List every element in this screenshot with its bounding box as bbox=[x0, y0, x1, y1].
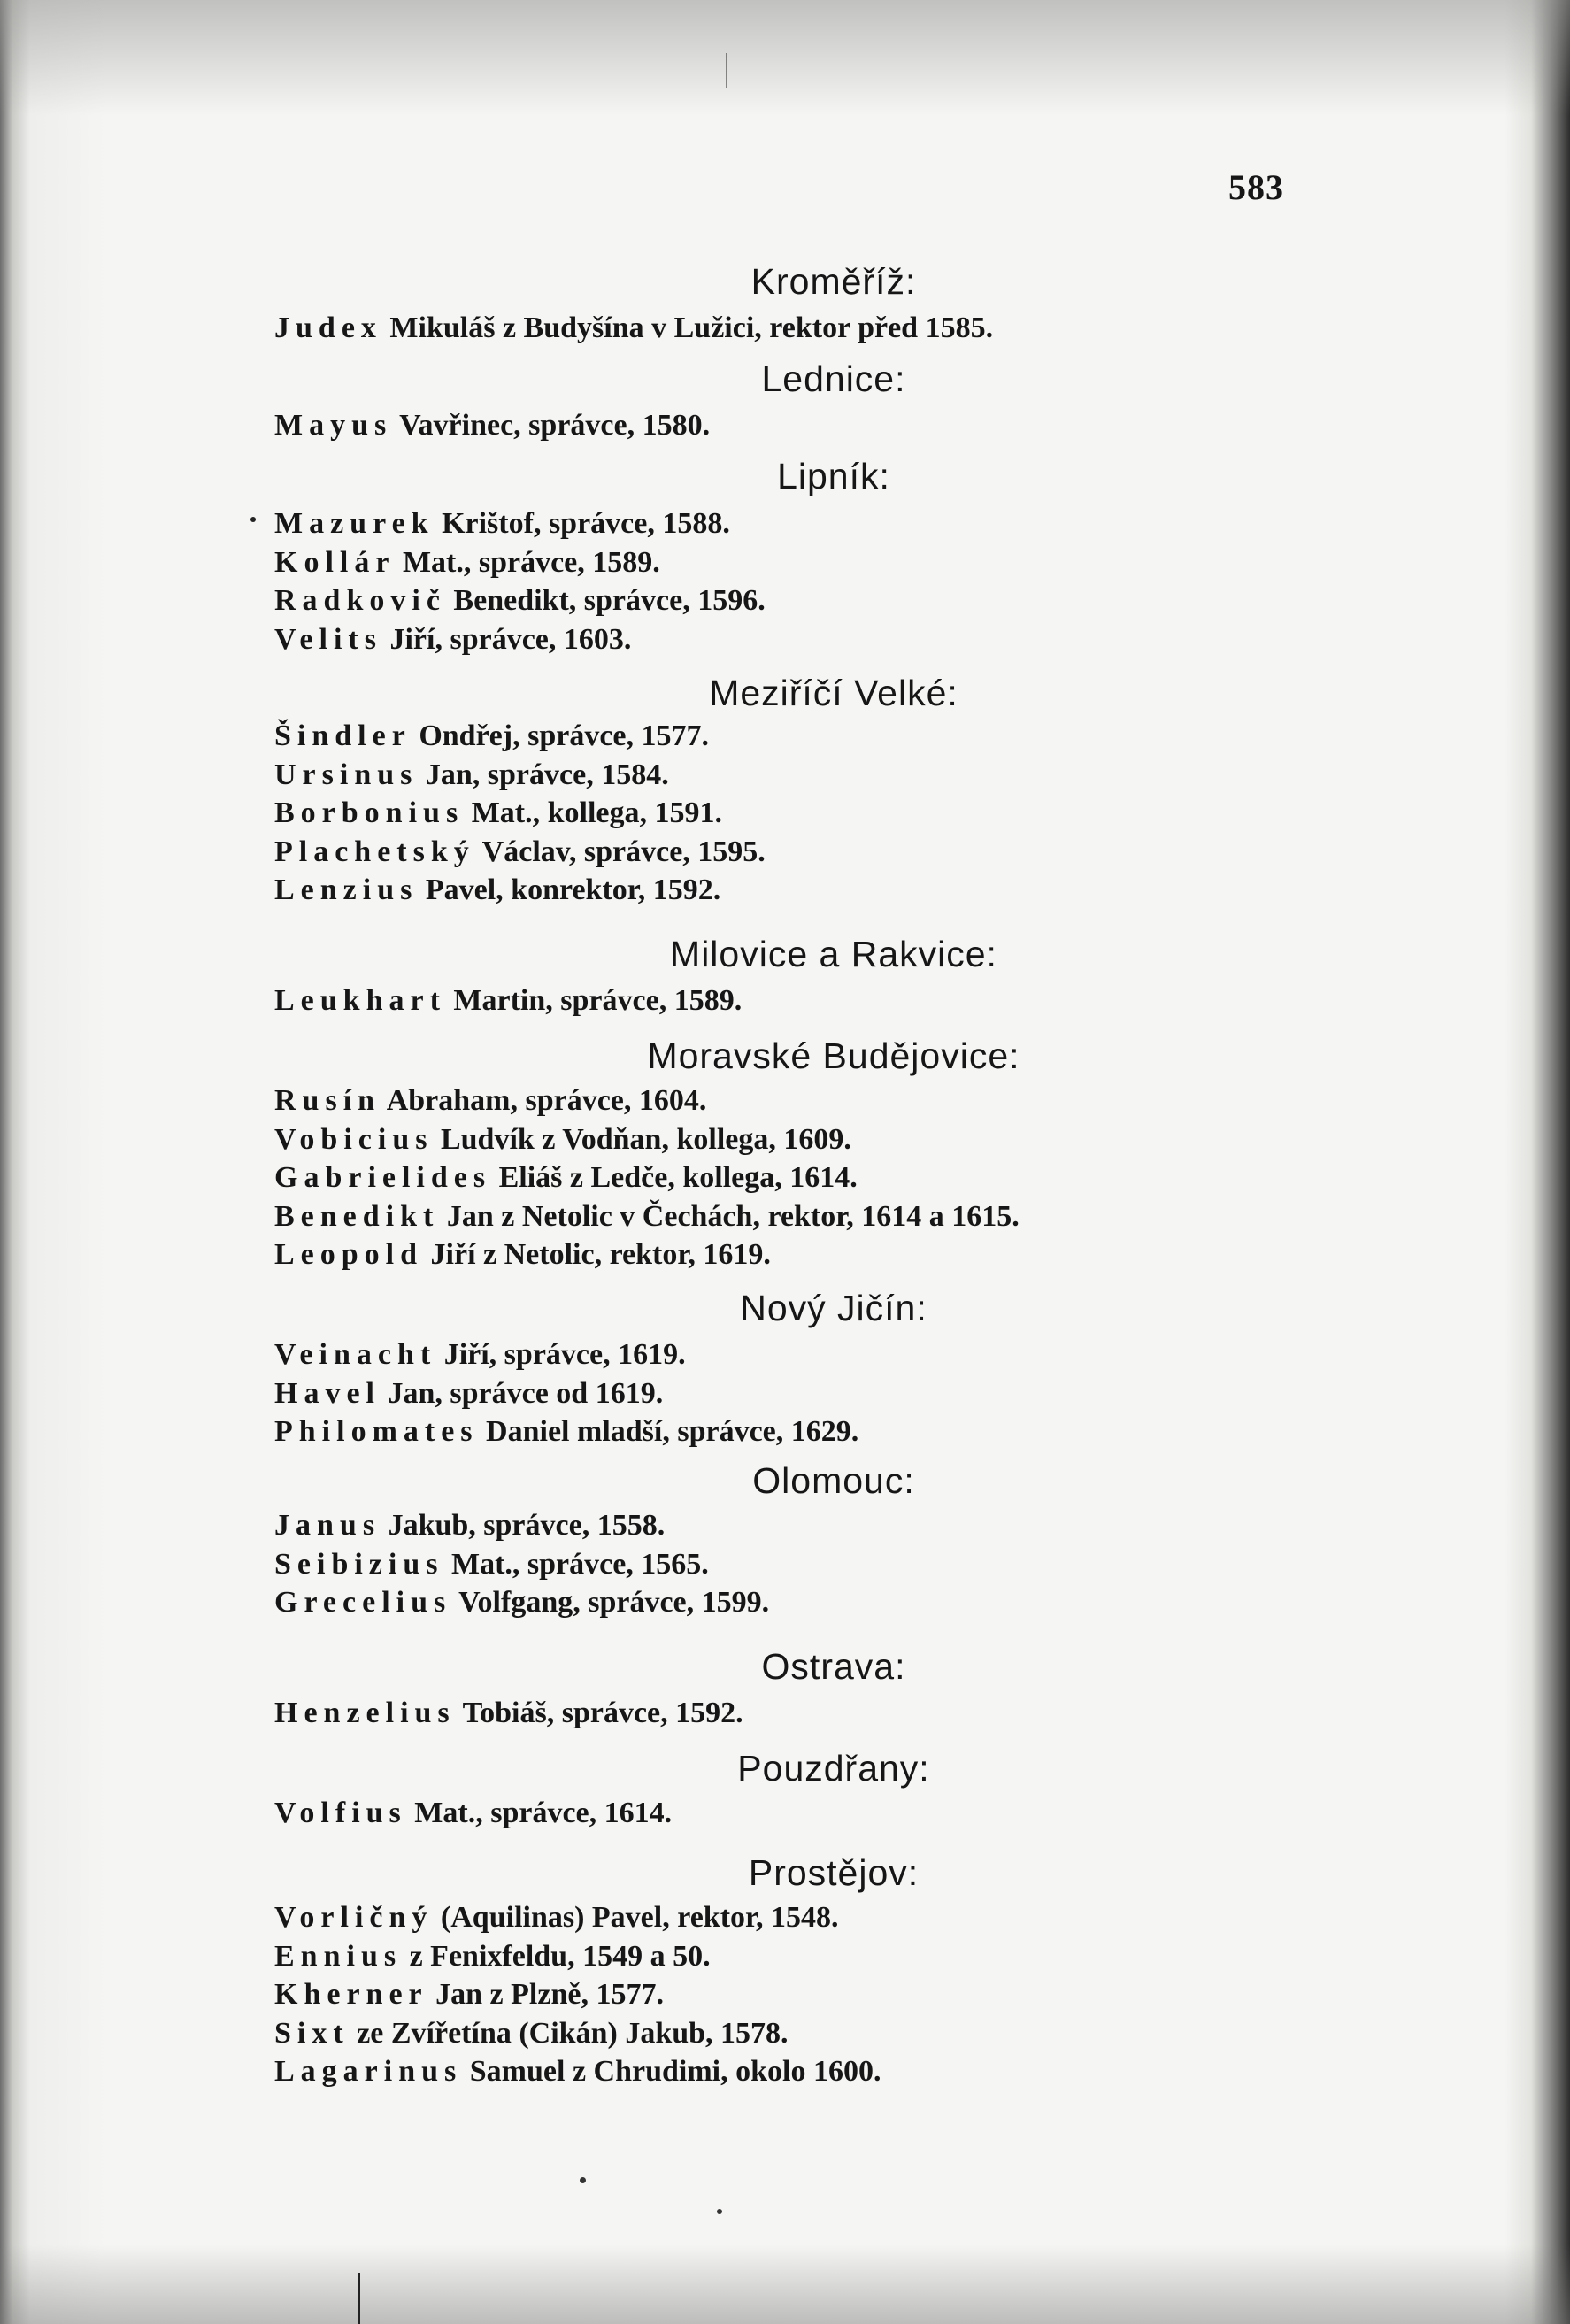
entry-details: Volfgang, správce, 1599. bbox=[458, 1586, 770, 1619]
section-heading: Milovice a Rakvice: bbox=[670, 934, 997, 974]
entry-surname: Borbonius bbox=[274, 796, 465, 829]
entry-line bbox=[274, 1377, 663, 1411]
entry-details: Jan, správce od 1619. bbox=[388, 1376, 664, 1410]
entry-details: Mat., správce, 1589. bbox=[402, 545, 660, 579]
entry-line bbox=[274, 1238, 771, 1272]
entry-surname: Volfius bbox=[274, 1797, 407, 1829]
entry-surname: Ursinus bbox=[274, 758, 419, 791]
entry-details: Mat., správce, 1614. bbox=[414, 1797, 673, 1829]
entry-details: Benedikt, správce, 1596. bbox=[453, 584, 766, 617]
entry-surname: Gabrielides bbox=[274, 1161, 492, 1194]
entry-details: Ondřej, správce, 1577. bbox=[419, 720, 709, 752]
entry-line bbox=[274, 584, 766, 618]
entry-details: Jan z Plzně, 1577. bbox=[435, 1978, 664, 2011]
entry-surname: Velits bbox=[274, 622, 382, 656]
entry-line bbox=[274, 1509, 665, 1543]
entry-details: (Aquilinas) Pavel, rektor, 1548. bbox=[440, 1901, 839, 1934]
entry-details: Jan, správce, 1584. bbox=[425, 758, 669, 791]
entry-surname: Mayus bbox=[274, 409, 393, 442]
entry-details: Ludvík z Vodňan, kollega, 1609. bbox=[440, 1122, 851, 1156]
entry-details: Václav, správce, 1595. bbox=[481, 835, 766, 868]
entry-details: Eliáš z Ledče, kollega, 1614. bbox=[498, 1161, 858, 1194]
entry-surname: Leukhart bbox=[274, 984, 446, 1017]
entry-details: ze Zvířetína (Cikán) Jakub, 1578. bbox=[357, 2016, 789, 2050]
entry-surname: Sixt bbox=[274, 2016, 350, 2050]
entry-details: Vavřinec, správce, 1580. bbox=[399, 409, 711, 442]
entry-line bbox=[274, 623, 631, 657]
margin-dot bbox=[250, 517, 256, 522]
page-number: 583 bbox=[1228, 167, 1284, 207]
entry-details: Martin, správce, 1589. bbox=[453, 984, 743, 1017]
entry-surname: Judex bbox=[274, 312, 382, 344]
entry-line bbox=[274, 1338, 686, 1372]
ink-speck bbox=[580, 2177, 586, 2183]
entry-details: Jiří, správce, 1603. bbox=[389, 622, 632, 656]
entry-surname: Vobicius bbox=[274, 1122, 434, 1156]
entry-surname: Mazurek bbox=[274, 507, 435, 540]
entry-details: Jakub, správce, 1558. bbox=[388, 1509, 666, 1542]
entry-details: Krištof, správce, 1588. bbox=[442, 507, 730, 540]
entry-surname: Veinacht bbox=[274, 1338, 437, 1371]
entry-details: Mat., správce, 1565. bbox=[450, 1547, 709, 1581]
entry-surname: Grecelius bbox=[274, 1586, 452, 1619]
section-heading: Ostrava: bbox=[761, 1646, 906, 1687]
scan-shadow-bottom bbox=[0, 2244, 1570, 2324]
section-heading: Prostějov: bbox=[748, 1852, 920, 1893]
entry-surname: Kherner bbox=[274, 1978, 428, 2011]
entry-surname: Havel bbox=[274, 1376, 381, 1410]
entry-line bbox=[274, 873, 720, 907]
section-heading: Moravské Budějovice: bbox=[647, 1035, 1020, 1076]
entry-line bbox=[274, 1548, 709, 1581]
entry-line bbox=[274, 546, 660, 580]
entry-line bbox=[274, 984, 742, 1018]
entry-line bbox=[274, 1940, 711, 1974]
entry-details: Daniel mladší, správce, 1629. bbox=[486, 1415, 859, 1448]
entry-line bbox=[274, 409, 710, 442]
entry-line bbox=[274, 1586, 769, 1620]
entry-details: z Fenixfeldu, 1549 a 50. bbox=[409, 1939, 711, 1973]
entry-details: Mikuláš z Budyšína v Lužici, rektor před 1585. bbox=[389, 312, 994, 344]
entry-line bbox=[274, 1901, 839, 1935]
entry-surname: Šindler bbox=[274, 720, 412, 752]
section-heading: Lipník: bbox=[777, 456, 890, 496]
entry-line bbox=[274, 1084, 706, 1118]
entry-details: Tobiáš, správce, 1592. bbox=[462, 1697, 743, 1729]
section-heading: Nový Jičín: bbox=[740, 1288, 927, 1328]
entry-surname: Leopold bbox=[274, 1238, 424, 1271]
entry-surname: Henzelius bbox=[274, 1697, 456, 1729]
entry-line bbox=[274, 1415, 858, 1449]
entry-details: Jiří z Netolic, rektor, 1619. bbox=[430, 1238, 771, 1271]
entry-line bbox=[274, 835, 766, 869]
margin-mark bbox=[358, 2273, 360, 2324]
entry-line bbox=[274, 312, 993, 345]
entry-surname: Rusín bbox=[274, 1084, 381, 1117]
entry-line bbox=[274, 1697, 743, 1730]
margin-mark bbox=[726, 53, 727, 88]
entry-details: Abraham, správce, 1604. bbox=[386, 1084, 707, 1117]
entry-surname: Benedikt bbox=[274, 1199, 440, 1233]
entry-surname: Vorličný bbox=[274, 1901, 434, 1934]
entry-line bbox=[274, 2017, 789, 2051]
entry-line bbox=[274, 1161, 858, 1195]
entry-details: Pavel, konrektor, 1592. bbox=[425, 873, 721, 906]
entry-surname: Lagarinus bbox=[274, 2055, 463, 2088]
entry-details: Mat., kollega, 1591. bbox=[471, 796, 722, 829]
section-heading: Olomouc: bbox=[752, 1460, 915, 1501]
entry-line bbox=[274, 758, 669, 792]
section-heading: Pouzdřany: bbox=[737, 1748, 930, 1789]
entry-line bbox=[274, 796, 722, 830]
ink-speck bbox=[717, 2209, 722, 2214]
section-heading: Lednice: bbox=[761, 358, 906, 399]
entry-surname: Radkovič bbox=[274, 584, 446, 617]
entry-surname: Kollár bbox=[274, 545, 396, 579]
entry-surname: Seibizius bbox=[274, 1547, 444, 1581]
entry-line bbox=[274, 1200, 1020, 1234]
entry-details: Samuel z Chrudimi, okolo 1600. bbox=[469, 2055, 881, 2088]
section-heading: Kroměříž: bbox=[750, 261, 917, 302]
entry-surname: Janus bbox=[274, 1509, 381, 1542]
entry-line bbox=[274, 1978, 664, 2012]
entry-line bbox=[274, 1797, 672, 1830]
entry-surname: Plachetský bbox=[274, 835, 475, 868]
entry-surname: Lenzius bbox=[274, 873, 419, 906]
entry-details: Jiří, správce, 1619. bbox=[443, 1338, 686, 1371]
entry-line bbox=[274, 720, 709, 753]
entry-details: Jan z Netolic v Čechách, rektor, 1614 a 1615. bbox=[446, 1199, 1020, 1233]
entry-line bbox=[274, 2055, 881, 2089]
entry-line bbox=[274, 1123, 851, 1157]
entry-line bbox=[274, 507, 730, 541]
entry-surname: Ennius bbox=[274, 1939, 403, 1973]
entry-surname: Philomates bbox=[274, 1415, 479, 1448]
scan-shadow-top bbox=[0, 0, 1570, 115]
section-heading: Meziříčí Velké: bbox=[709, 673, 958, 713]
